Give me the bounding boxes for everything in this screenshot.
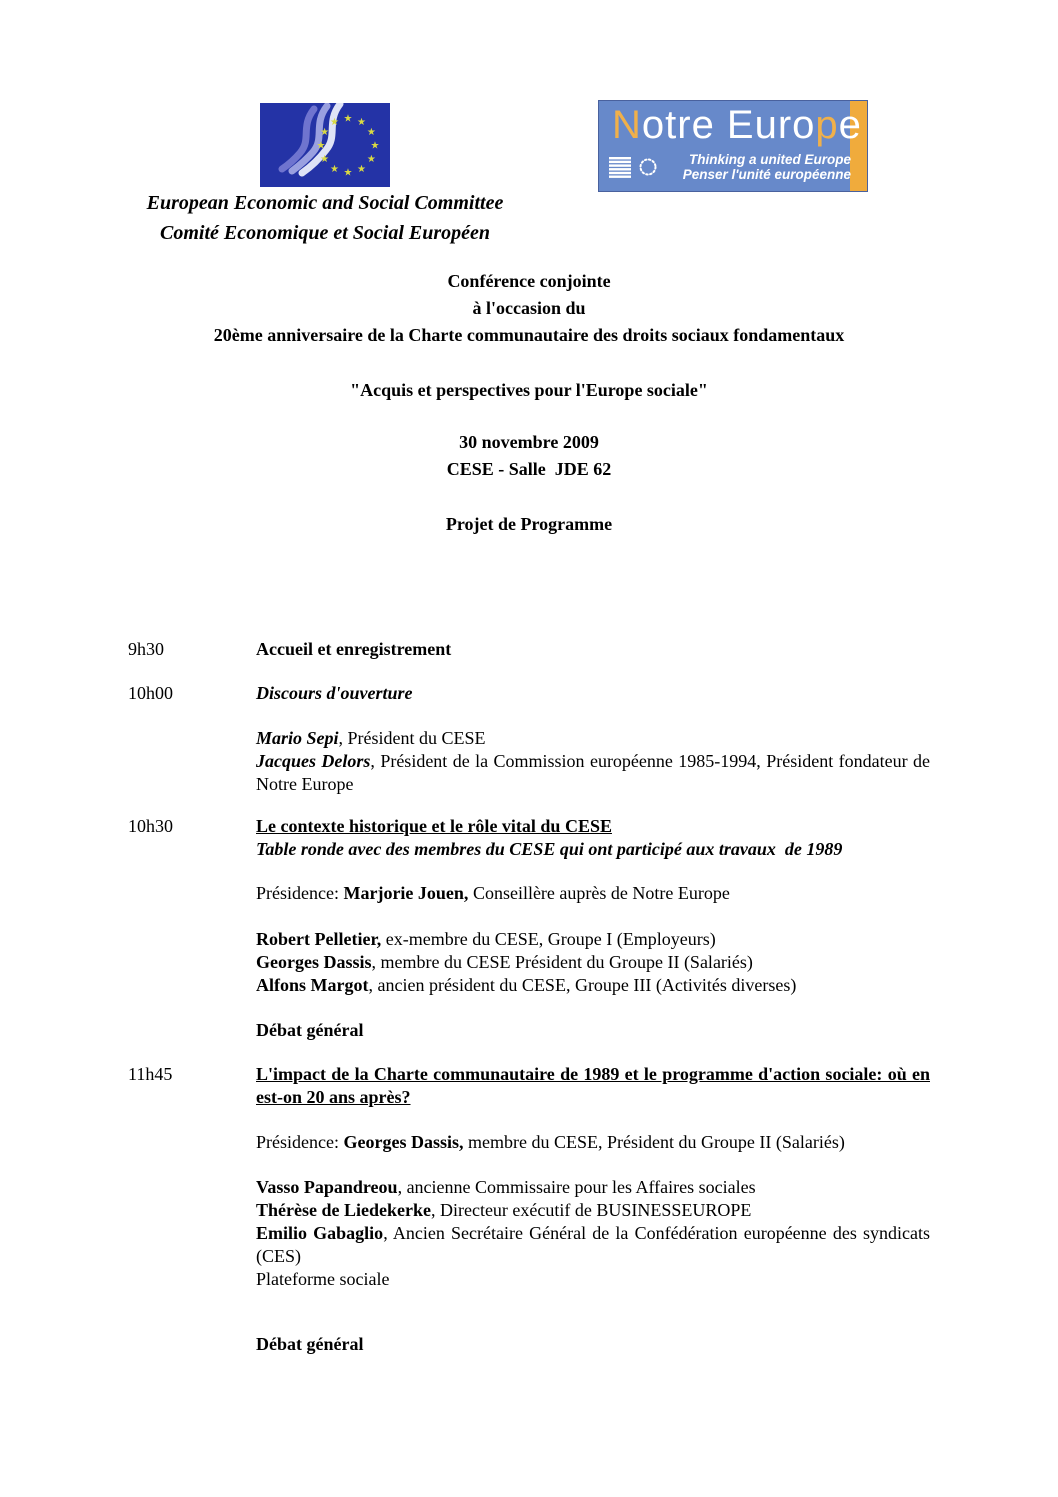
speaker-name: Georges Dassis [256, 952, 372, 972]
speaker-name: Alfons Margot [256, 975, 369, 995]
tagline-french: Penser l'unité européenne [682, 167, 851, 182]
speaker-line [256, 727, 930, 750]
wordmark-letter-e: e [838, 103, 862, 147]
tagline-english: Thinking a united Europe [689, 152, 851, 167]
speaker-role: , membre du CESE Président du Groupe II (Salariés) [371, 952, 753, 972]
time-spacer [128, 1333, 256, 1356]
svg-text:★: ★ [343, 167, 353, 179]
eesc-title-french: Comité Economique et Social Européen [159, 222, 490, 244]
speaker-name: Emilio Gabaglio [256, 1223, 384, 1243]
time-spacer [128, 1019, 256, 1042]
session-title: Discours d'ouverture [256, 683, 413, 703]
speaker-name: Robert Pelletier, [256, 929, 382, 949]
title-block [0, 268, 1058, 538]
chair-10h30 [128, 882, 930, 905]
chair-name: Georges Dassis, [343, 1132, 464, 1152]
speaker-line [256, 974, 930, 997]
svg-text:★: ★ [370, 140, 380, 152]
time-spacer [128, 727, 256, 796]
eesc-title-english: European Economic and Social Committee [146, 192, 504, 214]
eesc-logo-icon [260, 103, 390, 187]
lines-icon [609, 156, 631, 178]
wordmark-letter-p: p [815, 103, 839, 147]
time-label: 9h30 [128, 639, 164, 659]
wordmark-mid: otre Euro [641, 103, 816, 147]
notre-europe-taglines [665, 152, 851, 182]
speaker-line [256, 1199, 930, 1222]
speaker-line [256, 928, 930, 951]
wordmark-letter-n: N [612, 103, 642, 147]
time-spacer [128, 1176, 256, 1291]
speaker-role: , Ancien Secrétaire Général de la Confédération européenne des syndicats (CES) [256, 1223, 930, 1266]
time-label: 10h00 [128, 683, 173, 703]
schedule-row-11h45 [128, 1063, 930, 1109]
chair-line [256, 882, 930, 905]
time-label: 10h30 [128, 816, 173, 836]
svg-text:★: ★ [357, 163, 366, 175]
chair-role: Conseillère auprès de Notre Europe [468, 883, 730, 903]
speaker-name: Thérèse de Liedekerke [256, 1200, 431, 1220]
time-label: 11h45 [128, 1064, 173, 1084]
debate-label: Débat général [256, 1020, 364, 1040]
speaker-line [256, 750, 930, 796]
speakers-11h45 [128, 1176, 930, 1291]
session-subtitle: Table ronde avec des membres du CESE qui ont participé aux travaux de 1989 [256, 839, 843, 859]
svg-text:★: ★ [330, 163, 339, 175]
session-title: L'impact de la Charte communautaire de 1989 et le programme d'action sociale: où en est-on 20 ans après? [256, 1064, 930, 1107]
speaker-name: Mario Sepi [256, 728, 339, 748]
conference-date: 30 novembre 2009 [459, 432, 599, 452]
speaker-name: Vasso Papandreou [256, 1177, 398, 1197]
session-title: Accueil et enregistrement [256, 639, 452, 659]
conference-title-line2: à l'occasion du [472, 298, 586, 318]
speaker-line [256, 1222, 930, 1268]
notre-europe-logo [598, 100, 868, 192]
document-type: Projet de Programme [445, 514, 613, 534]
notre-europe-tagline-row [609, 152, 851, 182]
schedule-row-10h00 [128, 682, 930, 705]
notre-europe-wordmark [612, 102, 862, 148]
conference-venue: CESE - Salle JDE 62 [446, 459, 612, 479]
speaker-name: Jacques Delors [256, 751, 371, 771]
svg-text:★: ★ [357, 117, 366, 129]
svg-text:★: ★ [366, 154, 376, 165]
speaker-role: ex-membre du CESE, Groupe I (Employeurs) [381, 929, 716, 949]
time-spacer [128, 1131, 256, 1154]
session-title: Le contexte historique et le rôle vital du CESE [256, 816, 612, 836]
speaker-role: , ancienne Commissaire pour les Affaires sociales [397, 1177, 756, 1197]
conference-title-line3: 20ème anniversaire de la Charte communautaire des droits sociaux fondamentaux [213, 325, 845, 345]
svg-text:★: ★ [343, 113, 353, 125]
conference-subtitle: "Acquis et perspectives pour l'Europe sociale" [350, 380, 708, 400]
speaker-role: , Président du CESE [338, 728, 486, 748]
chair-role: membre du CESE, Président du Groupe II (Salariés) [463, 1132, 845, 1152]
chair-line [256, 1131, 930, 1154]
time-spacer [128, 928, 256, 997]
chair-label: Présidence: [256, 1132, 344, 1152]
organisation-line: Plateforme sociale [256, 1269, 390, 1289]
schedule-row-9h30 [128, 638, 930, 661]
speaker-role: , ancien président du CESE, Groupe III (Activités diverses) [368, 975, 797, 995]
eesc-header-block [130, 103, 520, 248]
chair-name: Marjorie Jouen, [343, 883, 469, 903]
debate-label: Débat général [256, 1334, 364, 1354]
speaker-role: , Directeur exécutif de BUSINESSEUROPE [430, 1200, 752, 1220]
schedule-row-10h30 [128, 815, 930, 861]
svg-text:★: ★ [330, 117, 339, 129]
stars-circle-icon [638, 157, 658, 177]
debate-10h30 [128, 1019, 930, 1042]
speakers-10h30 [128, 928, 930, 997]
svg-text:★: ★ [320, 154, 330, 165]
svg-text:★: ★ [320, 127, 330, 138]
conference-title-line1: Conférence conjointe [447, 271, 611, 291]
speaker-role: , Président de la Commission européenne 1985-1994, Président fondateur de Notre Europe [256, 751, 930, 794]
time-spacer [128, 882, 256, 905]
svg-text:★: ★ [316, 140, 326, 152]
speaker-line [256, 1176, 930, 1199]
speaker-line [256, 951, 930, 974]
svg-text:★: ★ [366, 127, 376, 138]
programme-schedule [128, 638, 930, 1356]
chair-label: Présidence: [256, 883, 344, 903]
debate-11h45 [128, 1333, 930, 1356]
speakers-10h00 [128, 727, 930, 796]
chair-11h45 [128, 1131, 930, 1154]
